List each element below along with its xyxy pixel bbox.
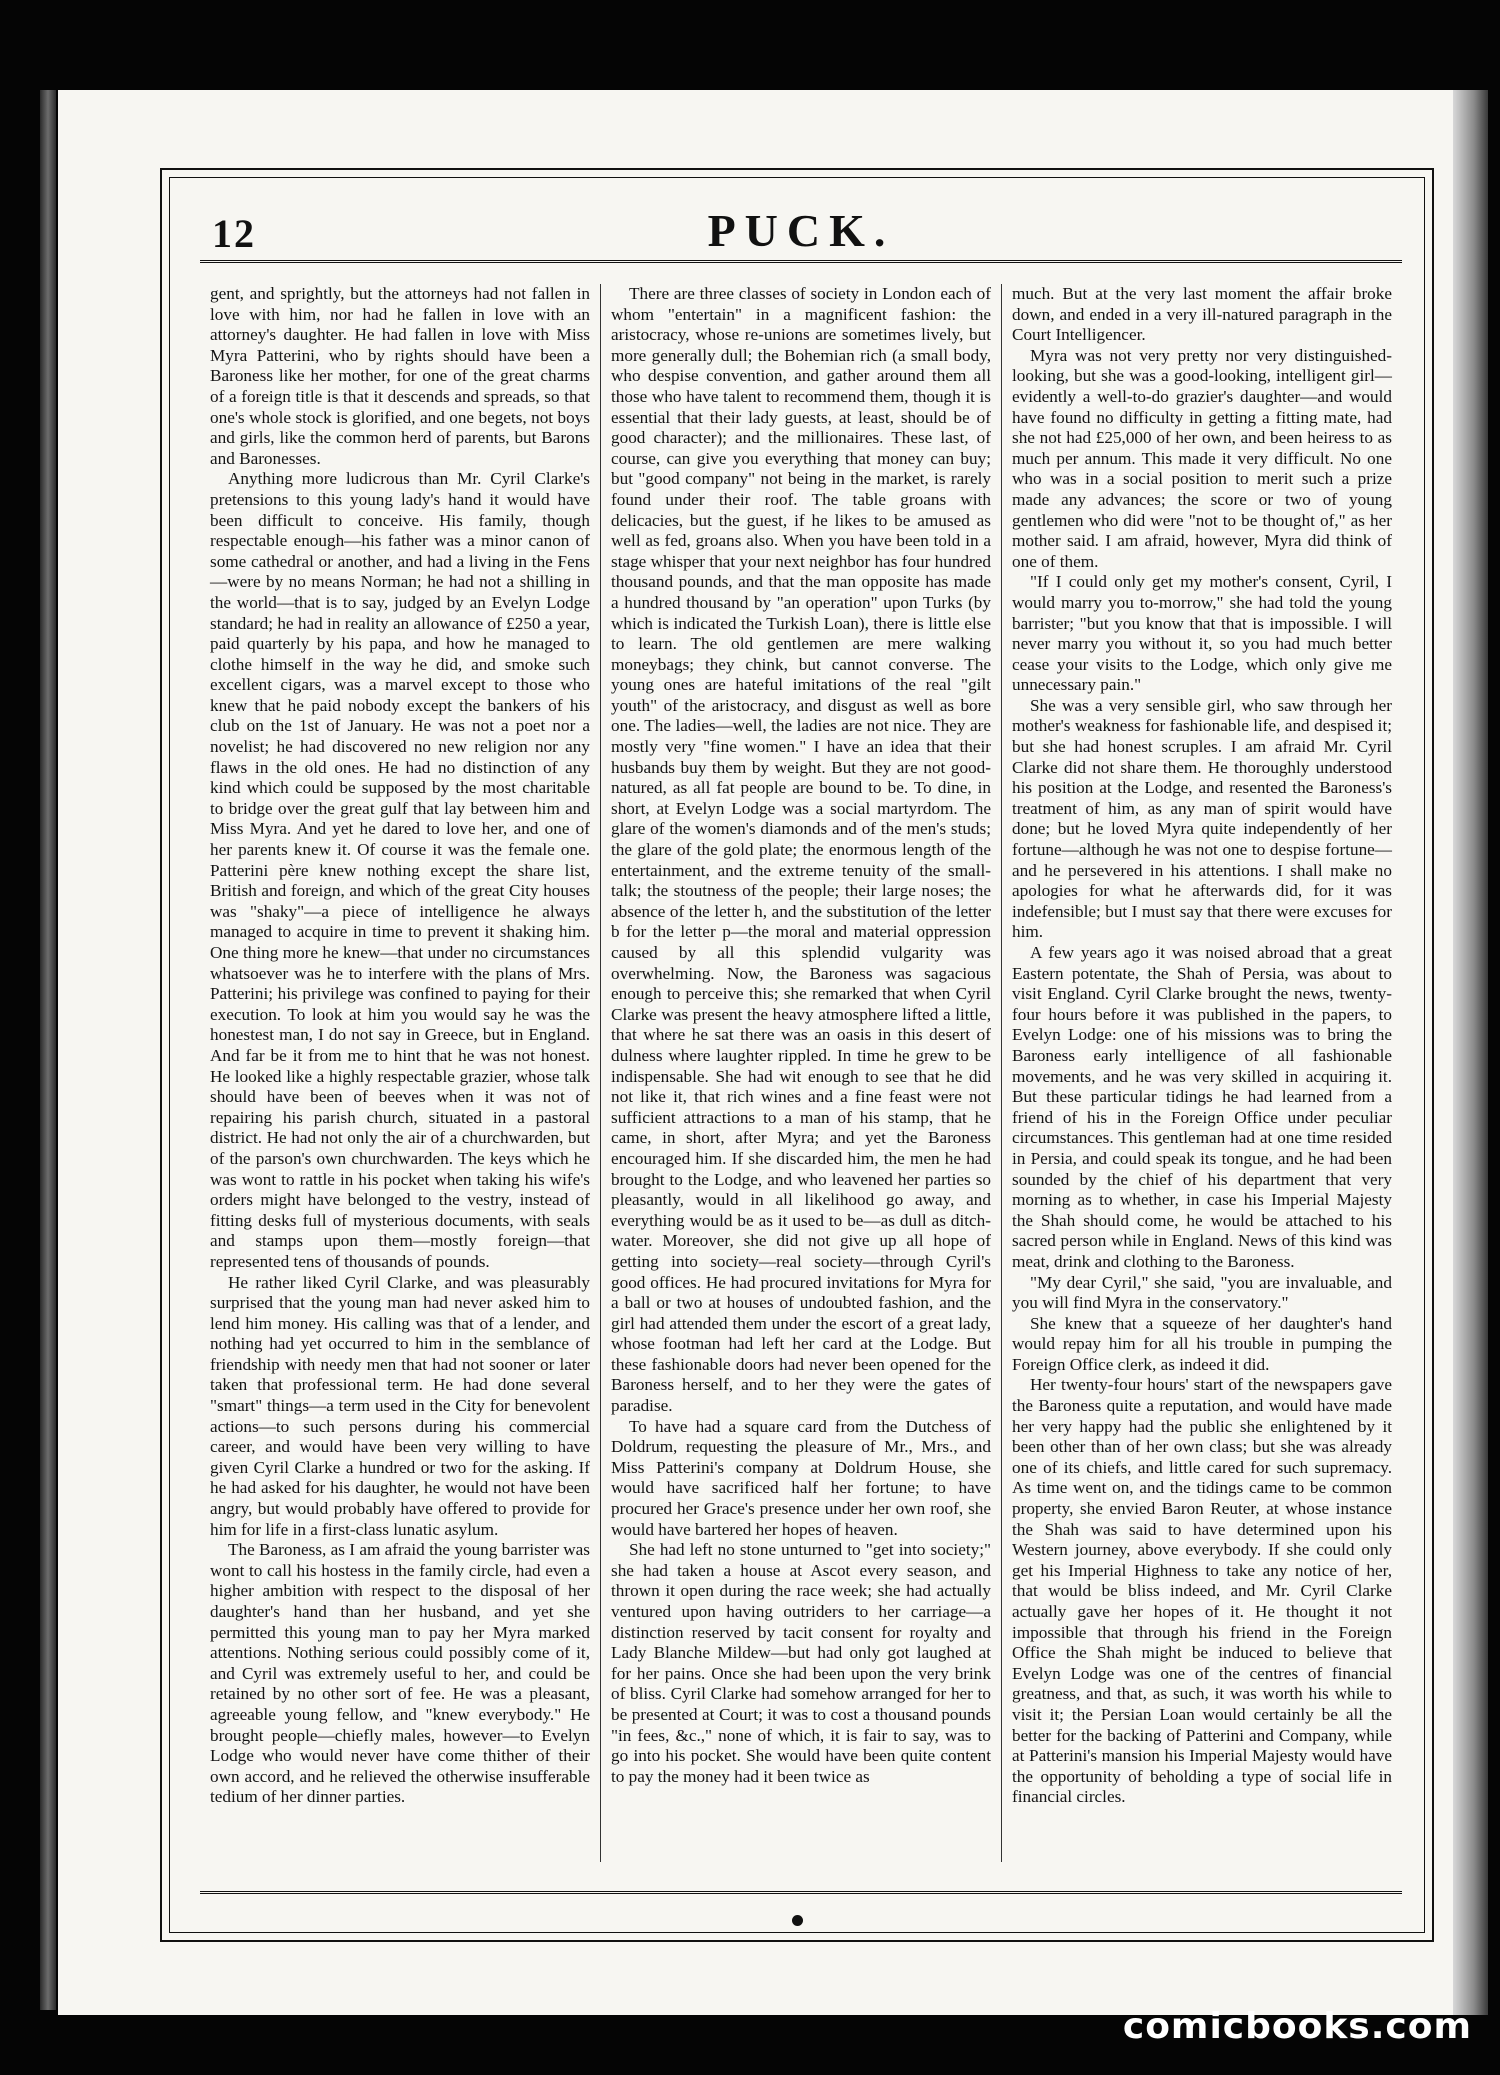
book-spine-right	[1453, 90, 1488, 2015]
page-frame-inner	[169, 177, 1425, 1933]
paragraph: He rather liked Cyril Clarke, and was pleasurably surprised that the young man had never asked him to lend him money. His calling was that of a lender, and nothing had yet occurred to him in the semblance of friendship with needy men that had not sooner or later taken that professional term. He had done several "smart" things—a term used in the City for benevolent actions—to such persons during his commercial career, and would have been very willing to have given Cyril Clarke a hundred or two for the asking. If he had asked for his daughter, he would not have been angry, but would probably have offered to provide for him for life in a first-class lunatic asylum.	[210, 1272, 590, 1539]
paragraph: gent, and sprightly, but the attorneys had not fallen in love with him, nor had he fallen in love with an attorney's daughter. He had fallen in love with Miss Myra Patterini, who by rights should have been a Baroness like her mother, for one of the great charms of a foreign title is that it descends and spreads, so that one's whole stock is glorified, and one begets, not boys and girls, like the common herd of parents, but Barons and Baronesses.	[210, 284, 590, 468]
masthead-title: PUCK.	[707, 205, 895, 256]
paragraph: "My dear Cyril," she said, "you are invaluable, and you will find Myra in the conservatory."	[1012, 1272, 1392, 1313]
paragraph: much. But at the very last moment the affair broke down, and ended in a very ill-natured paragraph in the Court Intelligencer.	[1012, 284, 1392, 345]
paragraph: She was a very sensible girl, who saw through her mother's weakness for fashionable life, and despised it; but she had honest scruples. I am afraid Mr. Cyril Clarke did not share them. He thoroughly understood his position at the Lodge, and resented the Baroness's treatment of him, as any man of spirit would have done; but he loved Myra quite independently of her fortune—although he was not one to despise fortune—and he persevered in his attentions. I shall make no apologies for what he afterwards did, for it was indefensible; but I must say that there were excuses for him.	[1012, 695, 1392, 942]
column-1	[200, 284, 600, 1862]
paragraph: Myra was not very pretty nor very distinguished-looking, but she was a good-looking, intelligent girl—evidently a well-to-do grazier's daughter—and would have found no difficulty in getting a fitting mate, had she not had £25,000 of her own, and been heiress to as much per annum. This made it very difficult. No one who was in a social position to merit such a prize made any advances; the score or two of young gentlemen who did were "not to be thought of," as her mother said. I am afraid, however, Myra did think of one of them.	[1012, 345, 1392, 571]
page-number: 12	[212, 211, 256, 256]
column-3	[1001, 284, 1402, 1862]
paragraph: To have had a square card from the Dutchess of Doldrum, requesting the pleasure of Mr., Mrs., and Miss Patterini's company at Doldrum House, she would have sacrificed half her fortune; to have procured her Grace's presence under her own roof, she would have bartered her hopes of heaven.	[611, 1416, 991, 1539]
page-sheet	[58, 90, 1453, 2015]
page-header	[200, 200, 1402, 263]
book-spine-left	[40, 90, 56, 2010]
page-frame	[160, 168, 1434, 1942]
paragraph: The Baroness, as I am afraid the young barrister was wont to call his hostess in the family circle, had even a higher ambition with respect to the disposal of her daughter's hand than her husband, and yet she permitted this young man to pay her Myra marked attentions. Nothing serious could possibly come of it, and Cyril was extremely useful to her, and could be retained by no other sort of fee. He was a pleasant, agreeable young fellow, and "knew everybody." He brought people—chiefly males, however—to Evelyn Lodge who would never have come thither of their own accord, and he relieved the otherwise insufferable tedium of her dinner parties.	[210, 1540, 590, 1807]
paragraph: Anything more ludicrous than Mr. Cyril Clarke's pretensions to this young lady's hand it would have been difficult to conceive. His family, though respectable enough—his father was a minor canon of some cathedral or another, and had a living in the Fens—were by no means Norman; he had not a shilling in the world—that is to say, judged by an Evelyn Lodge standard; he had in reality an allowance of £250 a year, paid quarterly by his papa, and how he managed to clothe himself in the way he did, and smoke such excellent cigars, was a marvel except to those who knew that he paid nobody except the bankers of his club on the 1st of January. He was not a poet nor a novelist; he had discovered no new religion nor any flaws in the old ones. He had no distinction of any kind which could be supposed by the most charitable to bridge over the great gulf that lay between him and Miss Myra. And yet he dared to love her, and one of her parents knew it. Of course it was the female one. Patterini père knew nothing except the share list, British and foreign, and which of the great City houses was "shaky"—a piece of intelligence he always managed to acquire in time to prevent it shaking him. One thing more he knew—that under no circumstances whatsoever was he to interfere with the plans of Mrs. Patterini; his privilege was confined to paying for their execution. To look at him you would say he was the honestest man, I do not say in Greece, but in England. And far be it from me to hint that he was not honest. He looked like a highly respectable grazier, whose talk should have been of beeves when it was not of repairing his parish church, situated in a pastoral district. He had not only the air of a churchwarden, but of the parson's own churchwarden. The keys which he was wont to rattle in his pocket when taking his wife's orders might have belonged to the vestry, instead of fitting desks full of mysterious documents, with seals and stamps upon them—mostly foreign—that represented tens of thousands of pounds.	[210, 469, 590, 1271]
paragraph: She knew that a squeeze of her daughter's hand would repay him for all his trouble in pumping the Foreign Office clerk, as indeed it did.	[1012, 1313, 1392, 1374]
column-2	[600, 284, 1001, 1862]
article-columns	[200, 284, 1402, 1862]
footer-ornament	[792, 1915, 803, 1926]
watermark-text: comicbooks.com	[1122, 2006, 1472, 2047]
paragraph: There are three classes of society in London each of whom "entertain" in a magnificent fashion: the aristocracy, whose re-unions are sometimes lively, but more generally dull; the Bohemian rich (a small body, who despise convention, and gather around them all those who have talent to recommend them, though it is essential that their lady guests, at least, should be of good character); and the millionaires. These last, of course, can give you everything that money can buy; but "good company" not being in the market, is rarely found under their roof. The table groans with delicacies, but the guest, if he likes to be amused as well as fed, groans also. When you have been told in a stage whisper that your next neighbor has four hundred thousand pounds, and that the man opposite has made a hundred thousand by "an operation" upon Turks (by which is indicated the Turkish Loan), there is little else to learn. The old gentlemen are mere walking moneybags; they chink, but cannot converse. The young ones are hateful imitations of the real "gilt youth" of the aristocracy, and disgust as well as bore one. The ladies—well, the ladies are not nice. They are mostly very "fine women." I have an idea that their husbands buy them by weight. But they are not good-natured, as all fat people are bound to be. To dine, in short, at Evelyn Lodge was a social martyrdom. The glare of the women's diamonds and of the men's studs; the glare of the gold plate; the enormous length of the entertainment, and the extreme tenuity of the small-talk; the stoutness of the people; their large noses; the absence of the letter h, and the substitution of the letter b for the letter p—the moral and material oppression caused by all this splendid vulgarity was overwhelming. Now, the Baroness was sagacious enough to perceive this; she remarked that when Cyril Clarke was present the heavy atmosphere lifted a little, that where he sat there was an oasis in this desert of dulness where laughter rippled. In time he grew to be indispensable. She had wit enough to see that he did not like it, that rich wines and a fine feast were not sufficient attractions to a man of his stamp, that he came, in short, after Myra; and yet the Baroness encouraged him. If she discarded him, the men he had brought to the Lodge, and who leavened her parties so pleasantly, would in all likelihood go away, and everything would be as it used to be—as dull as ditch-water. Moreover, she did not give up all hope of getting into society—real society—through Cyril's good offices. He had procured invitations for Myra for a ball or two at houses of undoubted fashion, and the girl had attended them under the escort of a great lady, whose footman had left her card at the Lodge. But these fashionable doors had never been opened for the Baroness herself, and to her they were the gates of paradise.	[611, 284, 991, 1416]
paragraph: Her twenty-four hours' start of the newspapers gave the Baroness quite a reputation, and would have made her very happy had the public she enlightened by it been other than of her own class; but she was already one of its chiefs, and little cared for such supremacy. As time went on, and the tidings came to be common property, she envied Baron Reuter, at whose instance the Shah was said to have determined upon his Western journey, above everybody. If she could only get his Imperial Highness to take any notice of her, that would be bliss indeed, and Mr. Cyril Clarke actually gave her hopes of it. He thought it not impossible that through his friend in the Foreign Office the Shah might be induced to believe that Evelyn Lodge was one of the centres of financial greatness, and that, as such, it was worth his while to visit it; the Persian Loan would certainly be all the better for the backing of Patterini and Company, while at Patterini's mansion his Imperial Majesty would have the opportunity of beholding a type of social life in financial circles.	[1012, 1375, 1392, 1807]
paragraph: She had left no stone unturned to "get into society;" she had taken a house at Ascot every season, and thrown it open during the race week; she had actually ventured upon having outriders to her carriage—a distinction reserved by tacit consent for royalty and Lady Blanche Mildew—but had only got laughed at for her pains. Once she had been upon the very brink of bliss. Cyril Clarke had somehow arranged for her to be presented at Court; it was to cost a thousand pounds "in fees, &c.," none of which, it is fair to say, was to go into his pocket. She would have been quite content to pay the money had it been twice as	[611, 1540, 991, 1786]
paragraph: "If I could only get my mother's consent, Cyril, I would marry you to-morrow," she had told the young barrister; "but you know that that is impossible. I will never marry you without it, so you had much better cease your visits to the Lodge, which only give me unnecessary pain."	[1012, 572, 1392, 695]
paragraph: A few years ago it was noised abroad that a great Eastern potentate, the Shah of Persia, was about to visit England. Cyril Clarke brought the news, twenty-four hours before it was published in the papers, to Evelyn Lodge: one of his missions was to bring the Baroness early intelligence of all fashionable movements, and he was very skilled in acquiring it. But these particular tidings he had learned from a friend of his in the Foreign Office under peculiar circumstances. This gentleman had at one time resided in Persia, and could speak its tongue, and he had been sounded by the chief of his department that very morning as to whether, in case his Imperial Majesty the Shah should come, he would be attached to his sacred person while in England. News of this kind was meat, drink and clothing to the Baroness.	[1012, 943, 1392, 1271]
footer-rule	[200, 1891, 1402, 1894]
